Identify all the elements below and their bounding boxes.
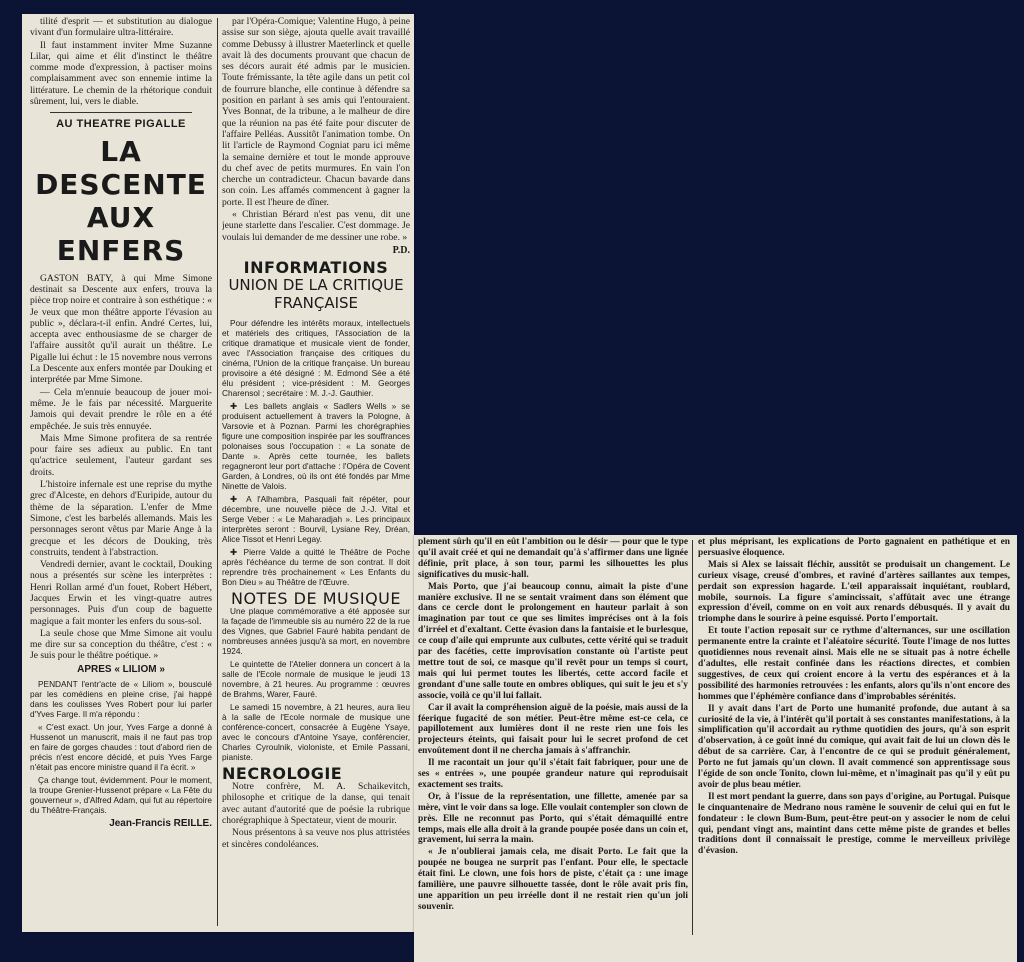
column-rule xyxy=(217,18,218,926)
paragraph: « Christian Bérard n'est pas venu, dit une jeune starlette dans l'escalier. C'est dommage. Je voulais lui demander de me dessiner une robe. » xyxy=(222,209,410,243)
paragraph: Nous présentons à sa veuve nos plus attristées et sincères condoléances. xyxy=(222,827,410,850)
paragraph: Ça change tout, évidemment. Pour le moment, la troupe Grenier-Hussenot prépare « La Fête du gouverneur », d'Alfred Adam, qui fut au répertoire du Théâtre-Français. xyxy=(30,775,212,816)
section-title-informations: INFORMATIONS xyxy=(243,258,389,278)
paragraph: « C'est exact. Un jour, Yves Farge a donné à Hussenot un manuscrit, mais il ne faut pas trop en faire de gorges chaudes : tout d'abord rien de précis n'est encore décidé, et puis Yves Farge n'était pas encore ministre quand il l'a écrit. » xyxy=(30,722,212,773)
informations-section xyxy=(222,318,410,587)
paragraph: Notre confrère, M. A. Schaikevitch, philosophe et critique de la danse, qui tenait avec autant d'autorité que de poésie la rubrique chorégraphique à Spectateur, vient de mourir. xyxy=(222,781,410,827)
paragraph: La seule chose que Mme Simone ait voulu me dire sur sa conception du théâtre, c'est : « Je suis pour le théâtre poétique. » xyxy=(30,627,212,662)
paragraph: Une plaque commémorative a été apposée sur la façade de l'immeuble sis au numéro 22 de la rue des Vignes, que Gabriel Fauré habita pendant de nombreuses années jusqu'à sa mort, en novembre 1924. xyxy=(222,605,410,656)
paragraph: Vendredi dernier, avant le cocktail, Douking nous a présentés sur scène les interprètes : Henri Rollan armé d'un fouet, Robert Hébert, Jacques Erwin et les vingt-quatre autres personnages. Puis d'un coup de baguette magique a fait monter les enfers du sous-sol. xyxy=(30,559,212,627)
section-subtitle: APRES « LILIOM » xyxy=(77,663,165,675)
paragraph: Il faut instamment inviter Mme Suzanne Lilar, qui aime et élit d'instinct le théâtre comme mode d'expression, à pactiser moins complaisamment avec son ennemie intime la littérature. Le chemin de la rhétorique conduit sûrement, lui, vers le diable. xyxy=(30,39,212,108)
paragraph: et plus méprisant, les explications de Porto gagnaient en pathétique et en persuasive éloquence. xyxy=(698,537,1010,558)
author-signature: Jean-Francis REILLE. xyxy=(109,818,212,830)
paragraph: Le samedi 15 novembre, à 21 heures, aura lieu à la salle de l'Ecole normale de musique une conférence-concert, consacrée à Eugène Ysaye, avec le concours d'Antoine Ysaye, conférencier, Charles Cyroulnik, violoniste, et Emile Passani, pianiste. xyxy=(222,701,410,762)
paragraph: GASTON BATY, à qui Mme Simone destinait sa Descente aux enfers, trouva la pièce trop noire et contraire à son esthétique : « Je veux que mon théâtre apporte l'évasion au public », déclara-t-il enfin. André Certes, lui, accepta avec enthousiasme de se charger de l'affaire aussitôt qu'il aurait un théâtre. Le Pigalle lui échut : le 15 novembre nous verrons La Descente aux enfers montée par Douking et interprétée par Mme Simone. xyxy=(30,272,212,386)
paragraph: Or, à l'issue de la représentation, une fillette, amenée par sa mère, vint le voir dans sa loge. Elle voulait contempler son clown de près. Elle ne reconnut pas Porto, qui s'était démaquillé entre temps, mais elle alla droit à la grande poupée posée dans un coin et, gravement, lui serra la main. xyxy=(418,791,688,846)
paragraph: « Je n'oublierai jamais cela, me disait Porto. Le fait que la poupée ne bougea ne surprit pas l'enfant. Pour elle, le spectacle était fini. Le clown, une fois hors de piste, c'était ça : une image familière, une pauvre silhouette tassée, dont le rôle avait pris fin, une apparition un peu irréelle dont il ne restait rien qu'un joli souvenir. xyxy=(418,847,688,912)
paragraph: Il y avait dans l'art de Porto une humanité profonde, due autant à sa curiosité de la vie, à l'intérêt qu'il portait à ses constantes manifestations, à la simplification qu'il accordait au rythme quotidien des jours, qu'à son esprit d'observation, à ce goût inné du comique, qui avait fait de lui un clown dès le début de sa carrière. Car, à l'encontre de ce qui se produit généralement, Porto ne fut jamais qu'un clown. Il avait commencé son apprentissage sous l'égide de son oncle Tonito, clown lui-même, et n'imaginait pas qu'il y eût pu avoir de plus beau métier. xyxy=(698,703,1010,790)
section-title-union: UNION DE LA CRITIQUE FRANÇAISE xyxy=(228,275,404,312)
paragraph: ✚ Pierre Valde a quitté le Théâtre de Poche après l'échéance du terme de son contrat. Il doit reprendre très prochainement « Les Enfants du Bon Dieu » au Théâtre de l'Œuvre. xyxy=(222,547,410,587)
paragraph: Mais Mme Simone profitera de sa rentrée pour faire ses adieux au public. En tant qu'actrice seulement, l'auteur gardant ses droits. xyxy=(30,432,212,478)
paragraph: ✚ Les ballets anglais « Sadlers Wells » se produisent actuellement à travers la Pologne, à Varsovie et à Poznan. Parmi les chorégraphies figure une composition inspirée par les souffrances polonaises sous l'occupation : « La sonate de Dante ». Après cette tournée, les ballets regagneront leur port d'attache : l'Opéra de Covent Garden, à Londres, où ils ont été fondés par Mme Ninette de Valois. xyxy=(222,401,410,491)
paragraph: Car il avait la compréhension aiguë de la poésie, mais aussi de la féerique fugacité de son métier. Peut-être même est-ce cela, ce papillotement aux lumières dont il ne reste rien une fois les projecteurs éteints, qui faisait pour lui le secret profond de cet envoûtement dont il ne chercha jamais à s'affranchir. xyxy=(418,702,688,757)
article-headline: LA DESCENTE AUX ENFERS xyxy=(35,134,207,267)
liliom-section xyxy=(30,679,212,815)
column-3 xyxy=(418,537,688,932)
paragraph: Et toute l'action reposait sur ce rythme d'alternances, sur une oscillation permanente entre la crainte et l'aléatoire sécurité. Toute l'image de nos luttes quotidiennes nous revenait ainsi. Mais elle ne se situait pas à notre échelle d'adultes, elle restait confinée dans les réactions directes, et combien suggestives, de ceux qui croient encore à la vertu des espérances et à la possibilité des harmonies retrouvées : les enfants, alors qu'ils n'ont encore des hommes que l'éphémère confiance dans d'improbables sérénités. xyxy=(698,626,1010,702)
author-signature: P.D. xyxy=(392,244,410,256)
paragraph: plement sûrh qu'il en eût l'ambition ou le désir — pour que le type qu'il avait créé et qui ne demandait qu'à s'affirmer dans une lignée définie, prît place, à son tour, parmi les silhouettes les plus significatives du music-hall. xyxy=(418,537,688,580)
paragraph: ✚ A l'Alhambra, Pasquali fait répéter, pour décembre, une nouvelle pièce de J.-J. Vital et Serge Veber : « Le Maharadjah ». Les principaux interprètes seront : Bourvil, Lysiane Rey, Dréan, Alice Tissot et Henri Legay. xyxy=(222,494,410,544)
section-title-necrologie: NECROLOGIE xyxy=(222,763,343,783)
paragraph: PENDANT l'entr'acte de « Liliom », bousculé par les comédiens en pleine crise, j'ai happé dans les coulisses Yves Robert pour lui parler d'Yves Farge. Il m'a répondu : xyxy=(30,679,212,720)
paragraph: L'histoire infernale est une reprise du mythe grec d'Alceste, en dehors d'Euripide, autour du thème de la séparation. L'enfer de Mme Simone, c'est les barbelés allemands. Mais les personnages seront vêtus par Marie Ange à la grecque et les décors de Douking, très construits, tendent à l'abstraction. xyxy=(30,479,212,558)
paragraph: Mais Porto, que j'ai beaucoup connu, aimait la piste d'une manière exclusive. Il ne se sentait vraiment dans son élément que dans ce cercle dont le prolongement en hauteur parlait à son imagination par tout ce que ses limites imprécises ont à la fois d'irréel et d'exaltant. Cette évasion dans la fantaisie et le burlesque, ce coup d'aile qui emprunte aux culbutes, cette vérité qui se traduit par des facéties, cette improvisation constante où l'artiste peut mettre tout de soi, ce masque qu'il revêt pour un temps si court, mais qui lui permet toutes les libertés, cette accord facile et grondant d'une salle toute en ombres obliques, qui suit le jeu et s'y associe, voilà ce qu'il lui fallait. xyxy=(418,581,688,701)
column-rule xyxy=(692,540,693,935)
notes-section xyxy=(222,606,410,762)
article-kicker: AU THEATRE PIGALLE xyxy=(56,118,186,131)
paragraph: Mais si Alex se laissait fléchir, aussitôt se produisait un changement. Le curieux visage, creusé d'ombres, et raviné d'artères saillantes aux tempes, perdait son expression hagarde. L'œil apparaissait inquiétant, roublard, mobile, sournois. La figure s'amincissait, s'affûtait avec une étrange expression d'éveil, comme on en voit aux renards débusqués. Il y avait du triomphe dans le sourire à peine esquissé. Porto l'emportait. xyxy=(698,559,1010,625)
paragraph: Pour défendre les intérêts moraux, intellectuels et matériels des critiques, l'Association de la critique dramatique et musicale vient de fonder, avec l'Association française des critiques du cinéma, l'Union de la critique française. Un bureau provisoire a été désigné : M. Edmond Sée a été élu président ; vice-président : M. Georges Charensol ; secrétaire : M. J.-J. Gauthier. xyxy=(222,317,410,398)
paragraph: — Cela m'ennuie beaucoup de jouer moi-même. Je le fais par nécessité. Marguerite Jamois qui devait prendre le rôle en a été empêchée. Je suis très ennuyée. xyxy=(30,386,212,432)
paragraph: Il est mort pendant la guerre, dans son pays d'origine, au Portugal. Puisque le cinquantenaire de Medrano nous ramène le souvenir de celui qui en fut le fondateur : le clown Bum-Bum, peut-être peut-on y associer le nom de celui qui, pendant vingt ans, maintint dans cette même piste de grandes et belles traditions dont il connaissait le prestige, comme le merveilleux privilège d'évasion. xyxy=(698,791,1010,857)
divider xyxy=(50,112,192,113)
paragraph: tilité d'esprit — et substitution au dialogue vivant d'un formulaire ultra-littéraire. xyxy=(30,16,212,39)
paragraph: par l'Opéra-Comique; Valentine Hugo, à peine assise sur son siège, ajouta quelle avait travaillé comme Debussy à illustrer Maeterlinck et quelle avait là des documents prouvant que chacun de ses décors aurait été admis par le musicien. Toute frémissante, la tête agile dans un petit col de fourrure blanche, elle continue à défendre sa position en parlant à ses amis qui l'entouraient. Yves Bonnat, de la tribune, a le malheur de dire que la réunion na pas été faite pour discuter de l'affaire Pelléas. Aussitôt l'animation tombe. On lit l'article de Raymond Cogniat paru ici même la semaine dernière et tout le monde approuve du chef avec de petits murmures. En vain l'on cherche un contradicteur. Chacun bavarde dans son coin. Les affamés commencent à gagner la porte. Il est l'heure de dîner. xyxy=(222,16,410,208)
section-title-notes: NOTES DE MUSIQUE xyxy=(230,588,401,608)
column-4 xyxy=(698,537,1010,932)
column-1 xyxy=(30,16,212,928)
column-2 xyxy=(222,16,410,928)
paragraph: Le quintette de l'Atelier donnera un concert à la salle de l'Ecole normale de musique le jeudi 13 novembre, à 21 heures. Au programme : œuvres de Brahms, Warer, Fauré. xyxy=(222,658,410,699)
paragraph: Il me racontait un jour qu'il s'était fait fabriquer, pour une de ses « entrées », une poupée grandeur nature qui reproduisait exactement ses traits. xyxy=(418,758,688,790)
